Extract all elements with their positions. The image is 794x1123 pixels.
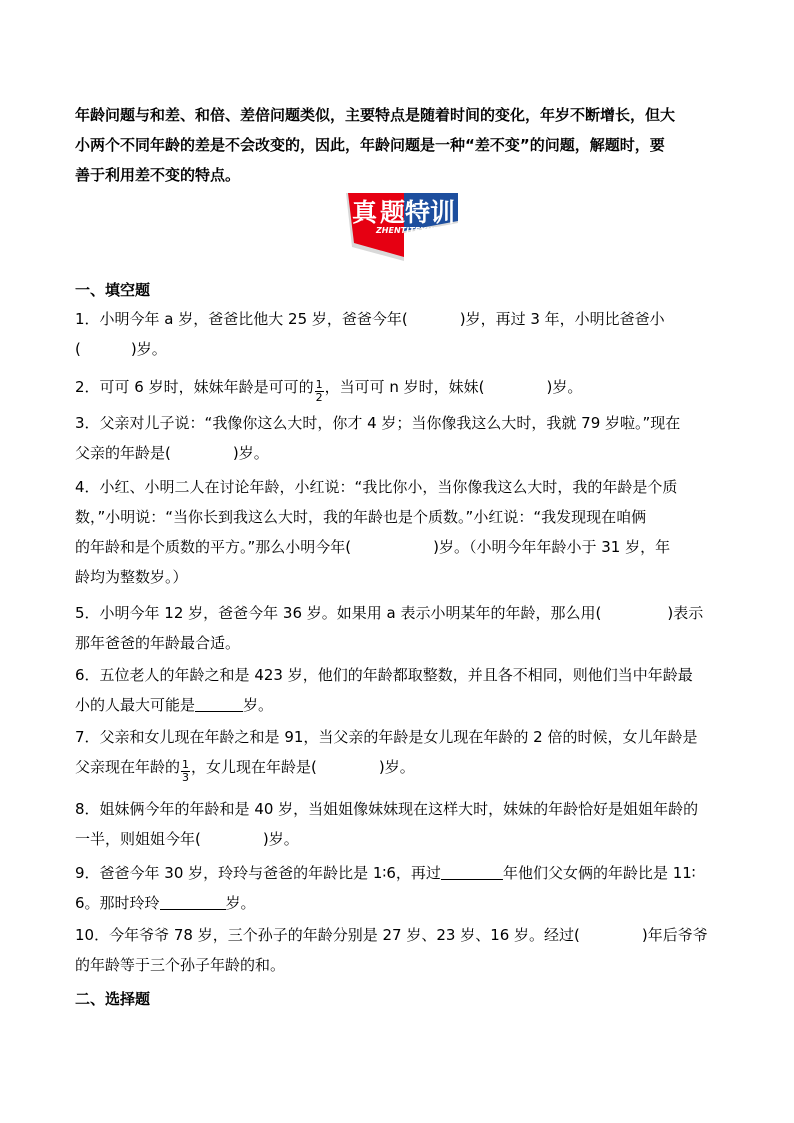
answer-blank[interactable] (195, 695, 243, 712)
question-9 (75, 858, 725, 918)
q3-text: 3．父亲对儿子说：“我像你这么大时，你才 4 岁；当你像我这么大时，我就 79 岁啦。”现在 (75, 414, 681, 432)
q8-text: 8．姐妹俩今年的年龄和是 40 岁，当姐姐像妹妹现在这样大时，妹妹的年龄恰好是姐姐年龄的 (75, 800, 699, 818)
logo-graphic (342, 187, 462, 269)
question-2 (75, 372, 725, 402)
q10-text: 10．今年爷爷 78 岁，三个孙子的年龄分别是 27 岁、23 岁、16 岁。经过( (75, 926, 580, 944)
question-6 (75, 660, 725, 720)
q7-text: ，女儿现在年龄是( (191, 758, 317, 776)
intro-line: 善于利用差不变的特点。 (75, 166, 241, 184)
q4-text: )岁。（小明今年年龄小于 31 岁，年 (433, 538, 671, 556)
question-8 (75, 794, 725, 854)
q4-text: 数，”小明说：“当你长到我这么大时，我的年龄也是个质数。”小红说：“我发现现在咱俩 (75, 508, 647, 526)
answer-blank[interactable] (160, 893, 226, 910)
q6-text: 岁。 (243, 696, 274, 714)
q4-text: 龄均为整数岁。） (75, 568, 188, 586)
q8-text: )岁。 (262, 830, 299, 848)
question-4 (75, 472, 725, 592)
q5-text: )表示 (667, 604, 704, 622)
question-3 (75, 408, 725, 468)
intro-paragraph (75, 99, 725, 189)
question-1 (75, 304, 725, 364)
q9-text: 9．爸爸今年 30 岁，玲玲与爸爸的年龄比是 1∶6，再过 (75, 864, 441, 882)
section-title-fill-in: 一、填空题 (75, 281, 151, 299)
q1-text: ( (75, 340, 81, 358)
q10-text: )年后爷爷 (641, 926, 708, 944)
logo-text-main-a: 真 (352, 198, 378, 227)
question-7 (75, 722, 725, 786)
q6-text: 小的人最大可能是 (75, 696, 196, 714)
q9-text: 岁。 (225, 894, 256, 912)
question-5 (75, 598, 725, 658)
q7-text: 父亲现在年龄的 (75, 758, 181, 776)
fraction-one-half: $\frac{1}{2}$ (315, 378, 323, 404)
q9-text: 年他们父女俩的年龄比是 11∶ (502, 864, 696, 882)
q7-text: )岁。 (378, 758, 415, 776)
q4-text: 的年龄和是个质数的平方。”那么小明今年( (75, 538, 352, 556)
q3-text: )岁。 (232, 444, 269, 462)
intro-line: 年龄问题与和差、和倍、差倍问题类似，主要特点是随着时间的变化，年岁不断增长，但大 (75, 106, 676, 124)
q2-text: )岁。 (546, 378, 583, 396)
q5-text: 5．小明今年 12 岁，爸爸今年 36 岁。如果用 a 表示小明某年的年龄，那么用( (75, 604, 602, 622)
q4-text: 4．小红、小明二人在讨论年龄，小红说：“我比你小，当你像我这么大时，我的年龄是个质 (75, 478, 678, 496)
q1-text: )岁，再过 3 年，小明比爸爸小 (459, 310, 665, 328)
section-title-multiple-choice: 二、选择题 (75, 990, 151, 1008)
intro-line: 小两个不同年龄的差是不会改变的，因此，年龄问题是一种“差不变”的问题，解题时，要 (75, 136, 665, 154)
q10-text: 的年龄等于三个孙子年龄的和。 (75, 956, 286, 974)
logo-text-sub: ZHENTITEXUN (376, 226, 440, 235)
zhentitexun-logo (342, 187, 462, 269)
logo-text-main-b: 题特训 (380, 198, 456, 227)
q1-text: 1．小明今年 a 岁，爸爸比他大 25 岁，爸爸今年( (75, 310, 408, 328)
answer-blank[interactable] (441, 863, 503, 880)
q7-text: 7．父亲和女儿现在年龄之和是 91，当父亲的年龄是女儿现在年龄的 2 倍的时候，女儿年龄是 (75, 728, 698, 746)
q9-text: 6。那时玲玲 (75, 894, 160, 912)
q3-text: 父亲的年龄是( (75, 444, 171, 462)
fraction-one-third: $\frac{1}{3}$ (182, 758, 190, 784)
q2-text: ，当可可 n 岁时，妹妹( (324, 378, 485, 396)
q5-text: 那年爸爸的年龄最合适。 (75, 634, 241, 652)
q6-text: 6．五位老人的年龄之和是 423 岁，他们的年龄都取整数，并且各不相同，则他们当中年龄最 (75, 666, 693, 684)
q1-text: )岁。 (130, 340, 167, 358)
q8-text: 一半，则姐姐今年( (75, 830, 201, 848)
q2-text: 2．可可 6 岁时，妹妹年龄是可可的 (75, 378, 314, 396)
question-10 (75, 920, 725, 980)
